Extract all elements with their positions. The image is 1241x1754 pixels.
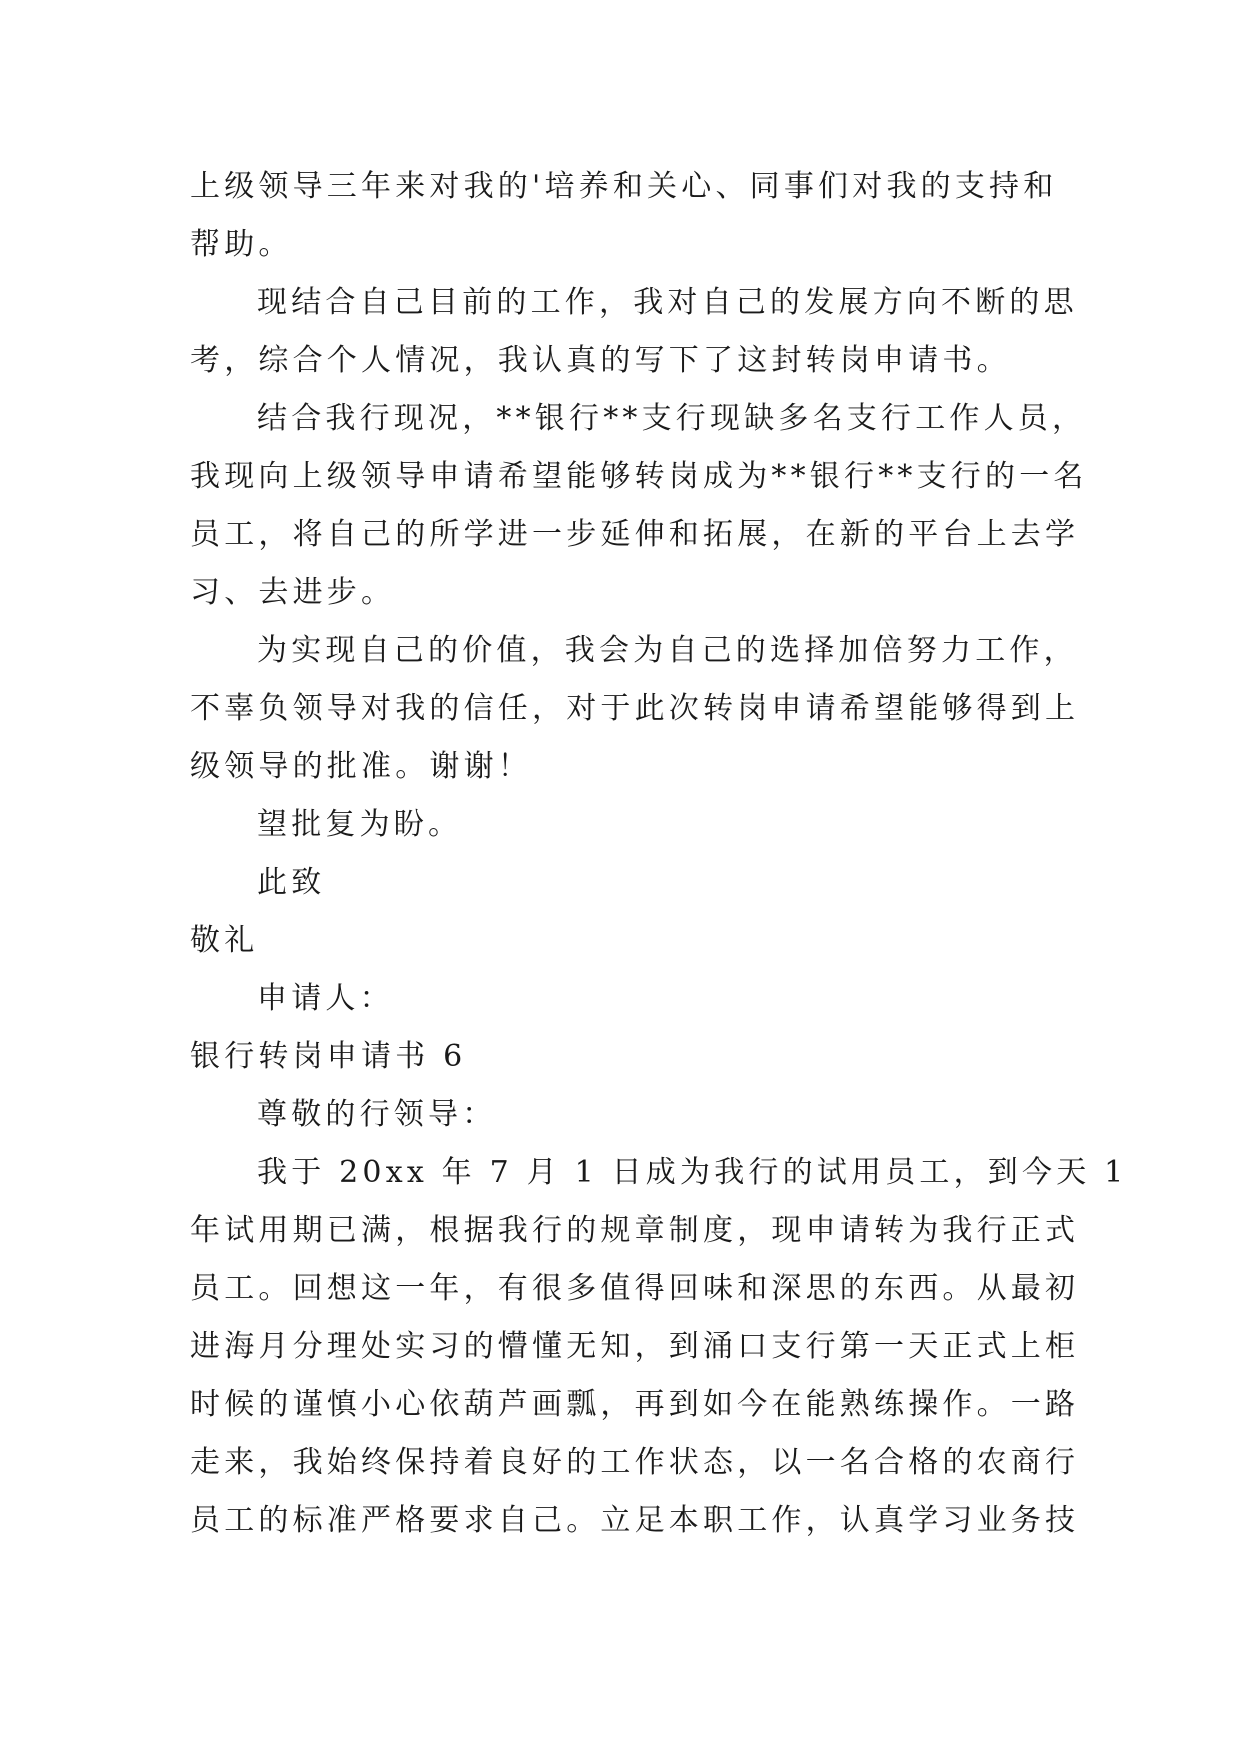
text-line-20: 员工。回想这一年，有很多值得回味和深思的东西。从最初 [190,1271,1080,1306]
text-line-3: 现结合自己目前的工作，我对自己的发展方向不断的思 [257,285,1078,320]
text-line-21: 进海月分理处实习的懵懂无知，到涌口支行第一天正式上柜 [190,1329,1080,1364]
text-line-24: 员工的标准严格要求自己。立足本职工作，认真学习业务技 [190,1503,1080,1538]
text-line-5: 结合我行现况，**银行**支行现缺多名支行工作人员， [257,401,1087,436]
greeting: 尊敬的行领导： [257,1097,497,1132]
text-line-6: 我现向上级领导申请希望能够转岗成为**银行**支行的一名 [190,459,1088,494]
section-title: 银行转岗申请书 6 [190,1039,467,1074]
closing-regards: 敬礼 [190,923,259,958]
text-line-2: 帮助。 [190,227,293,262]
text-line-18: 我于 20xx 年 7 月 1 日成为我行的试用员工，到今天 1 [257,1155,1128,1190]
text-line-10: 不辜负领导对我的信任，对于此次转岗申请希望能够得到上 [190,691,1080,726]
text-line-12: 望批复为盼。 [257,807,463,842]
text-line-19: 年试用期已满，根据我行的规章制度，现申请转为我行正式 [190,1213,1080,1248]
text-line-23: 走来，我始终保持着良好的工作状态，以一名合格的农商行 [190,1445,1080,1480]
text-line-9: 为实现自己的价值，我会为自己的选择加倍努力工作， [257,633,1078,668]
text-line-1: 上级领导三年来对我的'培养和关心、同事们对我的支持和 [190,169,1058,204]
text-line-4: 考，综合个人情况，我认真的写下了这封转岗申请书。 [190,343,1011,378]
closing-salutation: 此致 [257,865,326,900]
text-line-22: 时候的谨慎小心依葫芦画瓢，再到如今在能熟练操作。一路 [190,1387,1080,1422]
text-line-8: 习、去进步。 [190,575,396,610]
document-body [190,158,1128,1550]
text-line-11: 级领导的批准。谢谢！ [190,749,532,784]
text-line-7: 员工，将自己的所学进一步延伸和拓展，在新的平台上去学 [190,517,1080,552]
applicant-label: 申请人： [257,981,394,1016]
